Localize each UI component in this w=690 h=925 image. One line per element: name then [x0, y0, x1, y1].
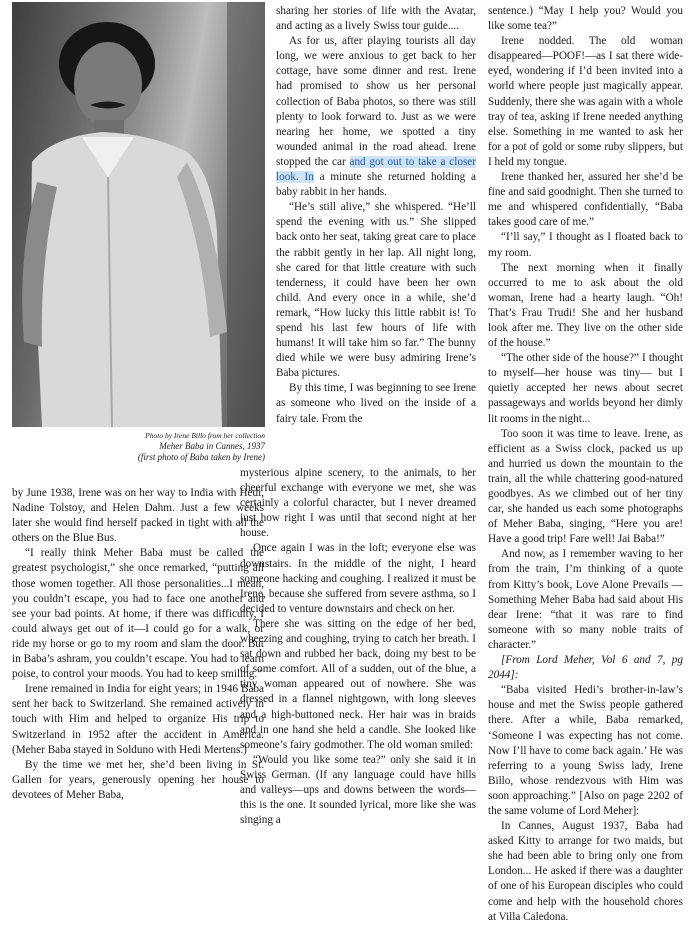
paragraph: Irene thanked her, assured her she’d be fine and said goodnight. Then she turned to me and whispered confidentially, “Baba takes good care of me.” [488, 171, 683, 229]
paragraph: “The other side of the house?” I thought to myself—her house was tiny— but I quietly accepted her news about secret passageways and worlds beyond her dimly lit rooms in the night... [488, 352, 683, 425]
paragraph: By this time, I was beginning to see Irene as someone who lived on the inside of a fairy tale. From the [276, 382, 476, 425]
paragraph: Irene remained in India for eight years; in 1946 Baba sent her back to Switzerland. She remained actively in touch with Him and helped to organize His trip to Switzerland in 1952 after the accident in America. (Meher Baba stayed in Solduno with Hedi Mertens.) [12, 683, 264, 756]
paragraph: Irene nodded. The old woman disappeared—POOF!—as I sat there wide-eyed, wondering if I’d been invited into a world where people just magically appear. Suddenly, there she was again with a whole tray of tea, asking if Irene needed anything else. Something in me wanted to ask her for a pot of gold or some ruby slippers, but I held my tongue. [488, 35, 684, 168]
paragraph: [From Lord Meher, Vol 6 and 7, pg 2044]: [488, 654, 683, 682]
paragraph: “He’s still alive,” she whispered. “He’ll spend the evening with us.” She slipped back onto her seat, taking great care to place the rabbit gently in her lap. All night long, she cared for that little creature with such tenderness, it could have been her own child. And every once in a while, she’d remark, “How lucky this little rabbit is! To spend his last few hours of life with humans! It will take him so far.” The bunny died while we were busy admiring Irene’s Baba pictures. [276, 201, 476, 380]
paragraph: The next morning when it finally occurred to me to ask about the old woman, Irene had a hearty laugh. “Oh! That’s Frau Trudi! She and her husband look after me. They live on the other side of the house.” [488, 261, 683, 350]
paragraph: “Would you like some tea?” only she said it in Swiss German. (If any language could have hills and valleys—ups and downs between the words—this is the one. It sounded lyrical, more like she was singing a [240, 753, 476, 827]
paragraph: sharing her stories of life with the Avatar, and acting as a lively Swiss tour guide.... [276, 5, 476, 33]
paragraph: In Cannes, August 1937, Baba had asked Kitty to arrange for two maids, but she had been able to bring only one from London... He asked if there was a daughter of one of his European disciples who could come and help with the household chores at Villa Caledona. [488, 820, 683, 923]
meher-baba-photo [12, 2, 265, 427]
paragraph: By the time we met her, she’d been living in St. Gallen for years, generously opening her house to devotees of Meher Baba, [12, 758, 264, 801]
paragraph: There she was sitting on the edge of her bed, wheezing and coughing, trying to catch her breath. I sat down and rubbed her back, doing my best to be of some comfort. All of a sudden, out of the blue, a tiny woman appeared out of nowhere. She was dressed in a flannel nightgown, with long sleeves and a high-buttoned neck. Her hair was in braids and in one hand she held a candle. She looked like someone’s fairy godmother. The old woman smiled: [240, 617, 476, 751]
paragraph: Once again I was in the loft; everyone else was downstairs. In the middle of the night, I heard someone hacking and coughing. I realized it must be Irene, because she suffered from severe asthma, so I decided to venture downstairs and check on her. [240, 542, 476, 615]
paragraph: “I’ll say,” I thought as I floated back to my room. [488, 231, 683, 259]
caption-line-1: Meher Baba in Cannes, 1937 [159, 441, 265, 451]
paragraph: sentence.) “May I help you? Would you like some tea?” [488, 5, 683, 33]
column-2-top [276, 4, 476, 427]
paragraph: “Baba visited Hedi’s brother-in-law’s house and met the Swiss people gathered there. After a while, Baba remarked, ‘Someone I was expecting has not come. Now I’ll have to come back again.’ He was referring to a young Swiss lady, Irene Billo, whose rendezvous with Him was soon approaching.” [Also on page 2202 of the same volume of Lord Meher]: [488, 684, 683, 817]
text-run: As for us, after playing tourists all day long, we were anxious to get back to her cottage, have some dinner and rest. Irene had promised to show us her personal collection of Baba photos, so there was still plenty to look forward to. Just as we were nearing her home, we spotted a tiny wounded animal in the road ahead. Irene stopped the car [276, 35, 476, 168]
photo-figure-illustration [12, 2, 265, 427]
column-3 [488, 4, 683, 925]
photo-credit: Photo by Irene Billo from her collection [145, 431, 265, 440]
paragraph: mysterious alpine scenery, to the animals, to her cheerful exchange with everyone we met, she was certainly a colorful character, but I never dreamed just how right I was until that second night at her house. [240, 467, 476, 540]
highlighted-text[interactable]: and got out to take a closer look. In [276, 155, 476, 184]
paragraph: “I really think Meher Baba must be called the greatest psychologist,” she once remarked, “putting all those women together. All those personalities...I mean, you couldn’t escape, you had to face one another and see your bad points. At home, if there was difficulty, I could always get out of it—I could go for a walk, or ride my horse or go to my room and slam the door. But in Baba’s ashram, you couldn’t escape. You had to learn poise, to control your moods. You had to keep smiling.” [12, 547, 264, 681]
paragraph: Too soon it was time to leave. Irene, as efficient as a Swiss clock, packed us up and hurried us down the mountain to the train, all the while chattering good-natured goodbyes. As we climbed out of her tiny car, she handed us each some photographs of Meher Baba, singing, “Here you are! Have a good trip! Fare well! Jai Baba!” [488, 427, 683, 546]
paragraph: by June 1938, Irene was on her way to India with Hedi, Nadine Tolstoy, and Helen Dahm. Just a few weeks later she would find herself packed in tight with all the others on the Blue Bus. [12, 487, 264, 545]
column-2-bottom [240, 466, 476, 828]
column-1-bottom [12, 486, 264, 803]
text-run: a minute she returned holding a baby rabbit in her hands. [276, 171, 476, 199]
paragraph [276, 34, 476, 200]
photo-caption [12, 430, 265, 463]
caption-line-2: (first photo of Baba taken by Irene) [137, 452, 265, 462]
paragraph: And now, as I remember waving to her from the train, I’m thinking of a quote from Kitty’s book, Love Alone Prevails — Something Meher Baba had said about His dear Irene: “that it was rare to find someone with so many noble traits of character.” [488, 548, 683, 651]
